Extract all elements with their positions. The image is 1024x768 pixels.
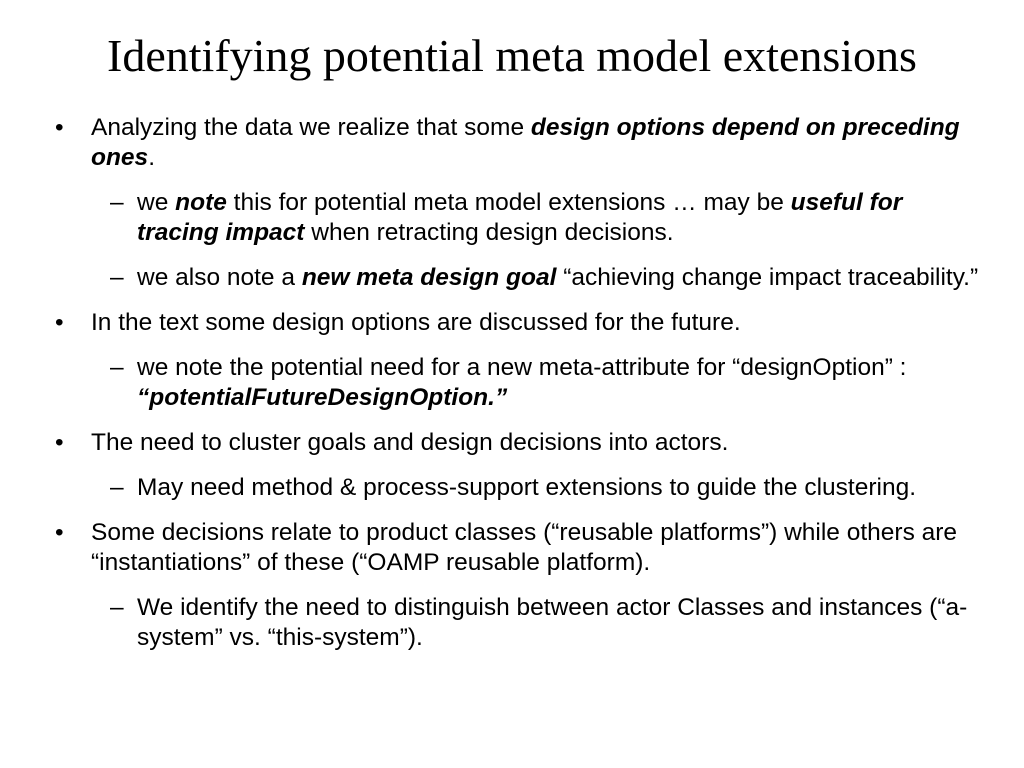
text-segment: when retracting design decisions. (304, 219, 674, 246)
emphasized-text: new meta design goal (301, 264, 557, 291)
text-segment: Some decisions relate to product classes (“reusable platforms”) while others are “instantiations” of these (“OAMP reusable platform). (91, 519, 964, 576)
sub-bullet-item (0, 473, 1024, 503)
bullet-marker: • (55, 519, 64, 546)
text-segment: we (137, 189, 176, 216)
sub-bullet-item (0, 188, 1024, 248)
emphasized-text: “potentialFutureDesignOption.” (137, 384, 508, 411)
bullet-text (91, 309, 741, 336)
bullet-text (137, 264, 978, 291)
dash-marker: – (110, 474, 124, 501)
text-segment: . (148, 144, 155, 171)
text-segment: we note the potential need for a new meta-attribute for “designOption” : (137, 354, 914, 381)
bullet-text (91, 114, 966, 171)
text-segment: “achieving change impact traceability.” (556, 264, 979, 291)
bullet-text (91, 429, 728, 456)
sub-bullet-item (0, 353, 1024, 413)
dash-marker: – (110, 354, 124, 381)
bullet-text (137, 594, 967, 651)
bullet-marker: • (55, 309, 64, 336)
text-segment: we also note a (137, 264, 302, 291)
bullet-text (137, 354, 913, 411)
text-segment: In the text some design options are discussed for the future. (91, 309, 741, 336)
sub-bullet-item (0, 593, 1024, 653)
bullet-item (0, 428, 1024, 458)
text-segment: Analyzing the data we realize that some (91, 114, 531, 141)
bullet-text (137, 474, 916, 501)
sub-bullet-item (0, 263, 1024, 293)
bullet-item (0, 518, 1024, 578)
text-segment: May need method & process-support extensions to guide the clustering. (137, 474, 916, 501)
dash-marker: – (110, 264, 124, 291)
dash-marker: – (110, 594, 124, 621)
slide-title: Identifying potential meta model extensions (107, 30, 917, 81)
bullet-marker: • (55, 114, 64, 141)
text-segment: The need to cluster goals and design decisions into actors. (91, 429, 729, 456)
bullet-text (137, 189, 909, 246)
dash-marker: – (110, 189, 124, 216)
bullet-text (91, 519, 964, 576)
text-segment: We identify the need to distinguish between actor Classes and instances (“a-system” vs. “this-system”). (137, 594, 968, 651)
bullet-item (0, 113, 1024, 173)
bullet-marker: • (55, 429, 64, 456)
bullet-list (0, 113, 1024, 668)
emphasized-text: note (175, 189, 227, 216)
emphasized-text: useful for tracing impact (137, 189, 910, 246)
bullet-item (0, 308, 1024, 338)
emphasized-text: design options depend on preceding ones (91, 114, 967, 171)
text-segment: this for potential meta model extensions … may be (226, 189, 791, 216)
